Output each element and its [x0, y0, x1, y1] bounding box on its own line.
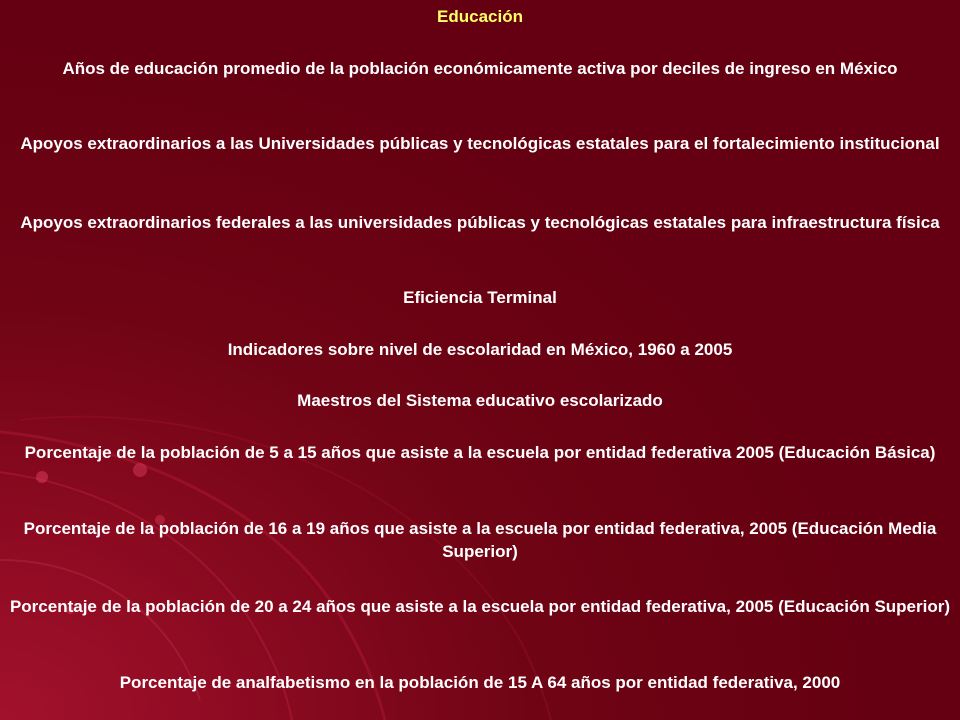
list-item-eficiencia-terminal[interactable]	[8, 286, 952, 309]
link-eficiencia-terminal[interactable]: Eficiencia Terminal	[403, 288, 557, 307]
list-item-indicadores-escolaridad[interactable]	[8, 338, 952, 361]
list-item-poblacion-16-19[interactable]	[8, 517, 952, 563]
slide-title: Educación	[437, 7, 523, 26]
link-indicadores-escolaridad[interactable]: Indicadores sobre nivel de escolaridad en México, 1960 a 2005	[227, 340, 733, 359]
link-apoyos-fortalecimiento[interactable]: Apoyos extraordinarios a las Universidades públicas y tecnológicas estatales para el fortalecimiento institucional	[20, 134, 940, 153]
link-poblacion-5-15[interactable]: Porcentaje de la población de 5 a 15 años que asiste a la escuela por entidad federativa 2005 (Educación Básica)	[24, 443, 936, 462]
link-analfabetismo[interactable]: Porcentaje de analfabetismo en la población de 15 A 64 años por entidad federativa, 2000	[119, 673, 841, 692]
list-item-maestros[interactable]	[8, 389, 952, 412]
list-item-anos-educacion[interactable]	[8, 57, 952, 80]
list-item-apoyos-fortalecimiento[interactable]	[8, 132, 952, 155]
link-anos-educacion[interactable]: Años de educación promedio de la población económicamente activa por deciles de ingreso en México	[62, 59, 898, 78]
list-item-poblacion-20-24[interactable]	[8, 595, 952, 618]
list-item-apoyos-infraestructura[interactable]	[8, 211, 952, 234]
list-item-analfabetismo[interactable]	[8, 671, 952, 694]
link-poblacion-20-24[interactable]: Porcentaje de la población de 20 a 24 años que asiste a la escuela por entidad federativa, 2005 (Educación Superior)	[9, 597, 951, 616]
link-poblacion-16-19[interactable]: Porcentaje de la población de 16 a 19 años que asiste a la escuela por entidad federativa, 2005 (Educación Media Superior)	[23, 519, 937, 561]
link-maestros[interactable]: Maestros del Sistema educativo escolarizado	[297, 391, 663, 410]
link-apoyos-infraestructura[interactable]: Apoyos extraordinarios federales a las universidades públicas y tecnológicas estatales para infraestructura física	[20, 213, 940, 232]
list-item-poblacion-5-15[interactable]	[8, 441, 952, 464]
